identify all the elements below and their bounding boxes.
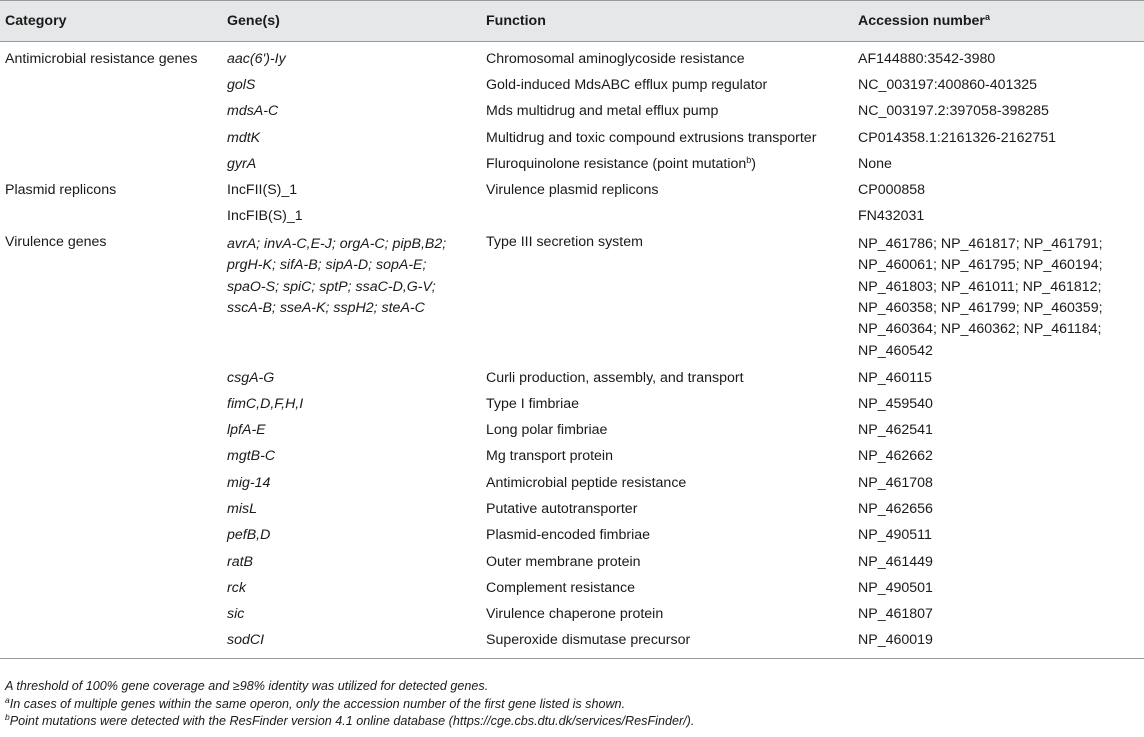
function-cell: Mg transport protein: [486, 448, 613, 465]
table-row: [0, 523, 1144, 549]
function-cell: Type III secretion system: [486, 234, 643, 251]
accession-line: NP_460542: [858, 342, 933, 359]
category-cell: [0, 391, 222, 417]
table-row: [0, 391, 1144, 417]
function-cell: Virulence chaperone protein: [486, 606, 664, 623]
category-cell: [0, 204, 222, 230]
accession-cell: NC_003197.2:397058-398285: [858, 103, 1049, 120]
footnote-threshold: A threshold of 100% gene coverage and ≥98% identity was utilized for detected genes.: [5, 679, 489, 693]
function-footnote-marker: b: [746, 154, 752, 165]
table-row: [0, 72, 1144, 98]
function-cell: Chromosomal aminoglycoside resistance: [486, 50, 745, 67]
category-cell: Virulence genes: [5, 234, 107, 251]
function-cell: Plasmid-encoded fimbriae: [486, 527, 651, 544]
accession-cell: NP_461449: [858, 553, 933, 570]
accession-line: NP_460358; NP_461799; NP_460359;: [858, 299, 1103, 316]
category-cell: [0, 496, 222, 522]
footnote-b-marker: b: [5, 712, 10, 722]
table-row: [0, 42, 1144, 73]
accession-cell: CP000858: [858, 182, 926, 199]
accession-cell: NP_462541: [858, 422, 933, 439]
table-row: [0, 99, 1144, 125]
category-cell: [0, 444, 222, 470]
header-category: Category: [0, 1, 222, 42]
function-cell: Gold-induced MdsABC efflux pump regulator: [486, 76, 768, 93]
function-cell: [481, 204, 853, 230]
category-cell: [0, 125, 222, 151]
accession-line: NP_461786; NP_461817; NP_461791;: [858, 236, 1103, 253]
function-cell: Outer membrane protein: [486, 553, 641, 570]
gene-cell: gyrA: [227, 155, 257, 172]
accession-cell: NP_462662: [858, 448, 933, 465]
gene-cell: aac(6')-Iy: [227, 50, 286, 67]
table-row: [0, 602, 1144, 628]
accession-cell: NP_460115: [858, 369, 932, 386]
table-row: [0, 177, 1144, 203]
function-cell: Superoxide dismutase precursor: [481, 628, 853, 659]
footnote-b: [5, 713, 1139, 731]
function-text-tail: ): [751, 155, 757, 172]
function-cell: Complement resistance: [486, 579, 636, 596]
table-row: [0, 628, 1144, 659]
table-row: [0, 496, 1144, 522]
table-row: [0, 230, 1144, 365]
function-cell: Virulence plasmid replicons: [486, 182, 659, 199]
gene-cell: mdtK: [227, 129, 261, 146]
gene-cell: pefB,D: [227, 527, 271, 544]
table-row: [0, 549, 1144, 575]
gene-cell: mgtB-C: [227, 448, 276, 465]
footnote-a-text: In cases of multiple genes within the same operon, only the accession number of the first gene listed is shown.: [9, 696, 626, 711]
gene-cell: mig-14: [227, 474, 271, 491]
accession-cell: NP_490511: [858, 527, 932, 544]
gene-cell: golS: [227, 76, 256, 93]
header-accession: Accession number$^a$: [853, 1, 1144, 42]
accession-cell: NP_459540: [858, 395, 933, 412]
gene-line: sscA-B; sseA-K; sspH2; steA-C: [227, 299, 425, 316]
accession-cell: AF144880:3542-3980: [858, 50, 996, 67]
accession-cell: NP_490501: [858, 579, 933, 596]
table-header: [0, 1, 1144, 42]
function-cell: [481, 151, 853, 177]
function-cell: Type I fimbriae: [486, 395, 580, 412]
gene-cell: mdsA-C: [227, 103, 279, 120]
accession-cell: NP_461807: [858, 606, 933, 623]
accession-line: NP_460364; NP_460362; NP_461184;: [858, 321, 1102, 338]
gene-line: prgH-K; sifA-B; sipA-D; sopA-E;: [227, 257, 427, 274]
function-cell: Putative autotransporter: [486, 500, 638, 517]
accession-cell: [853, 230, 1144, 365]
table-row: [0, 575, 1144, 601]
gene-cell: rck: [227, 579, 246, 596]
gene-cell: IncFIB(S)_1: [227, 208, 303, 225]
gene-cell: sic: [227, 606, 245, 623]
gene-cell: lpfA-E: [227, 422, 266, 439]
category-cell: Antimicrobial resistance genes: [5, 50, 198, 67]
footnote-b-text: Point mutations were detected with the ResFinder version 4.1 online database (https://cge.cbs.dtu.dk/services/ResFinder/).: [9, 714, 695, 728]
accession-line: NP_461803; NP_461011; NP_461812;: [858, 278, 1102, 295]
category-cell: [0, 365, 222, 391]
gene-cell: sodCI: [222, 628, 481, 659]
table-row: [0, 444, 1144, 470]
table-body: [0, 42, 1144, 659]
accession-cell: CP014358.1:2161326-2162751: [858, 129, 1057, 146]
gene-line: avrA; invA-C,E-J; orgA-C; pipB,B2;: [227, 236, 447, 253]
table-footnotes: [5, 678, 1139, 731]
accession-cell: FN432031: [858, 208, 925, 225]
accession-cell: None: [858, 155, 892, 172]
function-cell: Mds multidrug and metal efflux pump: [486, 103, 719, 120]
category-cell: [0, 602, 222, 628]
gene-line: spaO-S; spiC; sptP; ssaC-D,G-V;: [227, 278, 436, 295]
table-row: [0, 125, 1144, 151]
function-cell: Long polar fimbriae: [486, 422, 608, 439]
gene-cell: fimC,D,F,H,I: [227, 395, 304, 412]
category-cell: [0, 72, 222, 98]
gene-cell: [222, 230, 481, 365]
category-cell: [0, 575, 222, 601]
header-row: [0, 1, 1144, 42]
header-genes: Gene(s): [222, 1, 481, 42]
accession-line: NP_460061; NP_461795; NP_460194;: [858, 257, 1103, 274]
function-cell: Curli production, assembly, and transport: [486, 369, 744, 386]
function-cell: Antimicrobial peptide resistance: [486, 474, 687, 491]
table-row: [0, 151, 1144, 177]
table-row: [0, 204, 1144, 230]
category-cell: [0, 417, 222, 443]
table-row: [0, 417, 1144, 443]
category-cell: [0, 549, 222, 575]
category-cell: [0, 470, 222, 496]
function-text: Fluroquinolone resistance (point mutation: [486, 155, 747, 172]
gene-cell: csgA-G: [227, 369, 275, 386]
accession-cell: NP_461708: [858, 474, 933, 491]
header-accession-footnote-marker: a: [984, 11, 990, 22]
category-cell: [0, 523, 222, 549]
gene-cell: misL: [227, 500, 257, 517]
gene-cell: ratB: [227, 553, 254, 570]
footnote-a-marker: a: [5, 694, 10, 705]
category-cell: [0, 151, 222, 177]
category-cell: [0, 99, 222, 125]
accession-cell: NC_003197:400860-401325: [858, 76, 1038, 93]
function-cell: Multidrug and toxic compound extrusions transporter: [486, 129, 817, 146]
table-row: [0, 365, 1144, 391]
footnote-a: [5, 696, 1139, 714]
category-cell: [0, 628, 222, 659]
accession-cell: NP_460019: [853, 628, 1144, 659]
table-row: [0, 470, 1144, 496]
accession-cell: NP_462656: [858, 500, 933, 517]
header-function: Function: [481, 1, 853, 42]
category-cell: Plasmid replicons: [5, 182, 117, 199]
gene-cell: IncFII(S)_1: [227, 182, 298, 199]
